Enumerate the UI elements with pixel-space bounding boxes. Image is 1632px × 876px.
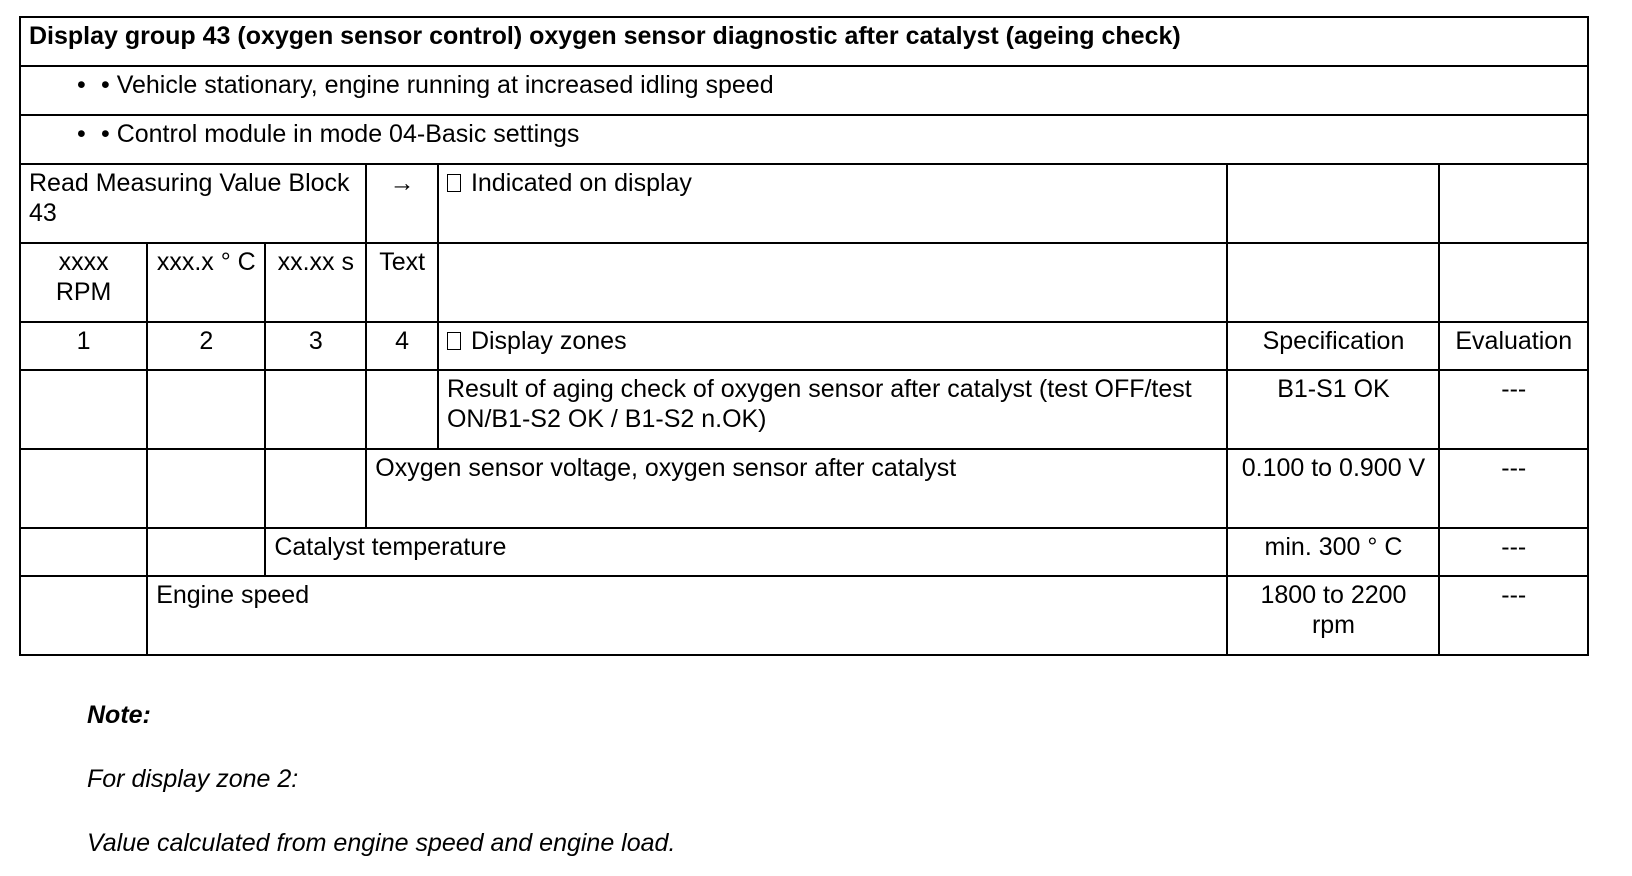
empty-cell [147, 528, 265, 576]
display-group-table [19, 16, 1589, 656]
table-row [20, 576, 1588, 655]
display-zones-header [438, 322, 1228, 370]
unit-seconds: xx.xx s [265, 243, 366, 322]
row-specification: min. 300 ° C [1227, 528, 1439, 576]
row-evaluation: --- [1439, 528, 1588, 576]
row-evaluation: --- [1439, 576, 1588, 655]
indicated-cell [438, 164, 1228, 243]
unit-rpm: xxxx RPM [20, 243, 147, 322]
row-specification: B1-S1 OK [1227, 370, 1439, 449]
note-line: For display zone 2: [87, 765, 299, 793]
bullet-row [20, 115, 1588, 164]
zones-header-row [20, 322, 1588, 370]
empty-cell [147, 370, 265, 449]
bullet-dot: • [77, 71, 86, 99]
row-specification: 1800 to 2200 rpm [1227, 576, 1439, 655]
unit-text: Text [366, 243, 438, 322]
bullet-row [20, 66, 1588, 115]
table-row [20, 449, 1588, 528]
empty-cell [20, 370, 147, 449]
zone-number-3: 3 [265, 322, 366, 370]
evaluation-header: Evaluation [1439, 322, 1588, 370]
specification-header: Specification [1227, 322, 1439, 370]
empty-cell [1227, 164, 1439, 243]
empty-cell [1439, 164, 1588, 243]
note-title: Note: [87, 701, 151, 729]
indicated-label: Indicated on display [470, 169, 692, 197]
checkbox-square-icon [447, 332, 461, 350]
read-block-row [20, 164, 1588, 243]
row-description: Oxygen sensor voltage, oxygen sensor after catalyst [366, 449, 1227, 528]
bullet-text: • Control module in mode 04-Basic settings [101, 120, 580, 148]
zone-number-2: 2 [147, 322, 265, 370]
unit-temperature: xxx.x ° C [147, 243, 265, 322]
bullet-dot: • [77, 120, 86, 148]
bullet-text: • Vehicle stationary, engine running at increased idling speed [101, 71, 774, 99]
empty-cell [1227, 243, 1439, 322]
arrow-right-icon: → [366, 164, 438, 243]
row-description: Engine speed [147, 576, 1227, 655]
bullet-cell [20, 66, 1588, 115]
empty-cell [20, 449, 147, 528]
units-row [20, 243, 1588, 322]
zone-number-4: 4 [366, 322, 438, 370]
empty-cell [265, 449, 366, 528]
empty-cell [20, 576, 147, 655]
empty-cell [366, 370, 438, 449]
display-zones-label: Display zones [470, 327, 627, 355]
row-description: Result of aging check of oxygen sensor after catalyst (test OFF/test ON/B1-S2 OK / B1-S2 n.OK) [438, 370, 1228, 449]
row-description: Catalyst temperature [265, 528, 1227, 576]
zone-number-1: 1 [20, 322, 147, 370]
empty-cell [438, 243, 1228, 322]
note-line: Value calculated from engine speed and engine load. [87, 829, 676, 857]
empty-cell [1439, 243, 1588, 322]
table-title: Display group 43 (oxygen sensor control) oxygen sensor diagnostic after catalyst (ageing check) [20, 17, 1588, 66]
read-block-label: Read Measuring Value Block 43 [20, 164, 366, 243]
row-evaluation: --- [1439, 449, 1588, 528]
table-row [20, 370, 1588, 449]
table-row [20, 528, 1588, 576]
table-title-row [20, 17, 1588, 66]
bullet-cell [20, 115, 1588, 164]
row-evaluation: --- [1439, 370, 1588, 449]
checkbox-square-icon [447, 174, 461, 192]
empty-cell [265, 370, 366, 449]
row-specification: 0.100 to 0.900 V [1227, 449, 1439, 528]
empty-cell [147, 449, 265, 528]
empty-cell [20, 528, 147, 576]
